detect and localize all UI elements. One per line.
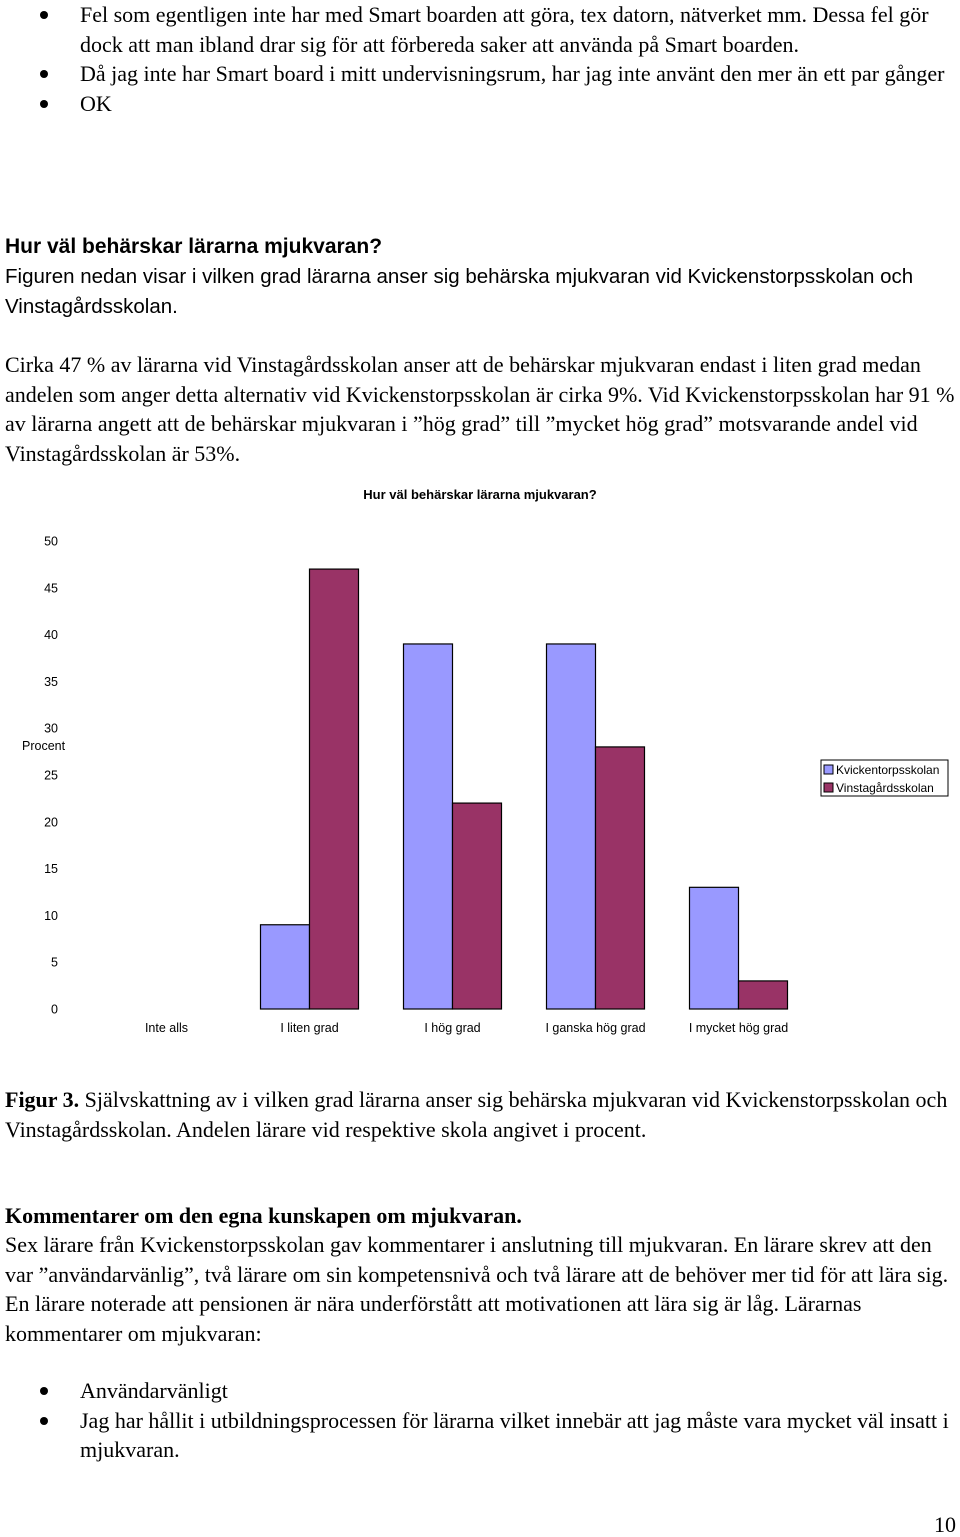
figure-caption xyxy=(5,1085,955,1144)
list-item: Fel som egentligen inte har med Smart boarden att göra, tex datorn, nätverket mm. Dessa fel gör dock att man ibland drar sig för att förbereda saker att använda på Smart boarden. xyxy=(0,0,960,59)
list-item: Användarvänligt xyxy=(0,1376,960,1406)
section-analysis: Cirka 47 % av lärarna vid Vinstagårdsskolan anser att de behärskar mjukvaran endast i liten grad medan andelen som anger detta alternativ vid Kvickenstorpsskolan är cirka 9%. Vid Kvickenstorpsskolan har 91 % av lärarna angett att de behärskar mjukvaran i ”hög grad” till ”mycket hög grad” motsvarande andel vid Vinstagårdsskolan är 53%. xyxy=(5,352,955,466)
chart-title: Hur väl behärskar lärarna mjukvaran? xyxy=(363,487,597,502)
list-item: Jag har hållit i utbildningsprocessen för lärarna vilket innebär att jag måste vara mycket väl insatt i mjukvaran. xyxy=(0,1406,960,1465)
bullet-icon xyxy=(40,70,48,78)
y-axis-label: Procent xyxy=(22,739,66,753)
page-number: 10 xyxy=(934,1512,956,1537)
y-tick-label: 45 xyxy=(44,581,58,596)
bar-series-1 xyxy=(690,887,739,1009)
bullet-icon xyxy=(40,1387,48,1395)
bar-series-2 xyxy=(739,981,788,1009)
legend-label: Vinstagårdsskolan xyxy=(836,781,934,795)
comments-heading: Kommentarer om den egna kunskapen om mjukvaran. xyxy=(5,1203,522,1228)
top-bullet-list xyxy=(0,0,960,118)
y-tick-label: 50 xyxy=(44,534,58,549)
y-tick-label: 35 xyxy=(44,674,58,689)
bar-series-2 xyxy=(596,747,645,1009)
list-item: OK xyxy=(0,89,960,119)
legend-label: Kvickentorpsskolan xyxy=(836,763,940,777)
x-tick-label: I hög grad xyxy=(424,1021,481,1035)
bullet-icon xyxy=(40,100,48,108)
x-tick-label: I ganska hög grad xyxy=(545,1021,646,1035)
x-tick-label: I mycket hög grad xyxy=(688,1021,789,1035)
bar-series-1 xyxy=(547,644,596,1009)
x-tick-label: Inte alls xyxy=(144,1021,189,1035)
bullet-icon xyxy=(40,1417,48,1425)
legend-swatch xyxy=(824,765,833,774)
legend-swatch xyxy=(824,783,833,792)
bar-series-1 xyxy=(261,925,310,1009)
bar-series-2 xyxy=(453,803,502,1009)
bar-series-2 xyxy=(310,569,359,1009)
figure-caption-text: Självskattning av i vilken grad lärarna anser sig behärska mjukvaran vid Kvickenstorpsskolan och Vinstagårdsskolan. Andelen lärare vid respektive skola angivet i procent. xyxy=(5,1087,948,1142)
y-tick-label: 40 xyxy=(44,628,58,643)
bar-chart xyxy=(0,470,960,1050)
section-intro: Figuren nedan visar i vilken grad lärarna anser sig behärska mjukvaran vid Kvickenstorpsskolan och Vinstagårdsskolan. xyxy=(5,265,914,318)
y-tick-label: 25 xyxy=(44,768,58,783)
y-tick-label: 0 xyxy=(51,1002,58,1017)
y-tick-label: 30 xyxy=(44,721,58,736)
section-heading: Hur väl behärskar lärarna mjukvaran? xyxy=(5,235,383,258)
comments-bullet-list xyxy=(0,1376,960,1465)
y-tick-label: 20 xyxy=(44,815,58,830)
list-item: Då jag inte har Smart board i mitt undervisningsrum, har jag inte använt den mer än ett par gånger xyxy=(0,59,960,89)
bar-series-1 xyxy=(404,644,453,1009)
x-tick-label: I liten grad xyxy=(280,1021,339,1035)
bullet-icon xyxy=(40,11,48,19)
figure-label: Figur 3. xyxy=(5,1087,80,1112)
y-tick-label: 15 xyxy=(44,862,58,877)
y-tick-label: 10 xyxy=(44,908,58,923)
y-tick-label: 5 xyxy=(51,955,58,970)
comments-body: Sex lärare från Kvickenstorpsskolan gav kommentarer i anslutning till mjukvaran. En lärare skrev att den var ”användarvänlig”, två lärare om sin kompetensnivå och två lärare att de behöver mer tid för att lära sig. En lärare noterade att pensionen är nära underförstått att motivationen att lära sig är låg. Lärarnas kommentarer om mjukvaran: xyxy=(5,1232,949,1346)
